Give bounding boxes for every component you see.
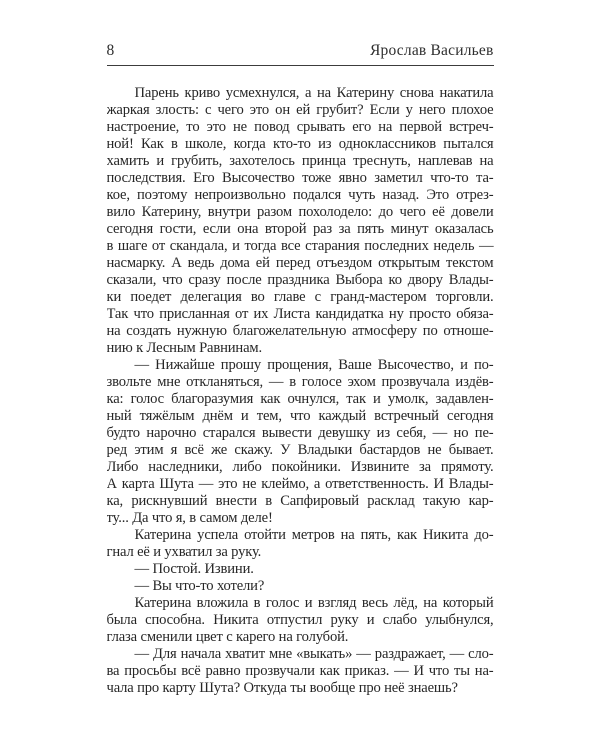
text-line: звольте мне откланяться, — в голосе эхом прозвучала издёв- [106, 374, 494, 390]
page-body [107, 0, 494, 697]
text-line: жаркая злость: с чего это он ей грубит? Если у него плохое [106, 102, 494, 118]
text-line: Либо наследники, либо покойники. Извините за прямоту. [106, 459, 494, 475]
page-number: 8 [106, 42, 115, 59]
text-block [107, 85, 494, 697]
running-head-author: Ярослав Васильев [369, 42, 494, 59]
text-line: ва просьбы всё равно прозвучали как приказ. — И что ты на- [106, 663, 494, 679]
text-line: насмарку. А ведь дома ей перед отъездом открытым текстом [106, 255, 494, 271]
text-line: была способна. Никита отпустил руку и слабо улыбнулся, [106, 612, 494, 628]
text-line: сегодня гости, если она второй раз за пять минут оказалась [106, 221, 494, 237]
text-line: сказали, что сразу после праздника Выбора ко двору Влады- [106, 272, 494, 288]
text-line: — Нижайше прошу прощения, Ваше Высочество, и по- [134, 357, 494, 373]
text-line: ки поедет делегация во главе с гранд-мастером торговли. [106, 289, 494, 305]
text-line: — Постой. Извини. [134, 561, 254, 577]
paragraph [107, 357, 494, 527]
text-line: ка: голос благоразумия как очнулся, так и умолк, задавлен- [106, 391, 494, 407]
paragraph [107, 646, 494, 697]
paragraph [107, 578, 494, 595]
paragraph [107, 561, 494, 578]
text-line: последствия. Его Высочество тоже явно заметил что-то та- [106, 170, 494, 186]
text-line: ный тяжёлым днём и тем, что каждый встречный сегодня [106, 408, 494, 424]
text-line: глаза сменили цвет с карего на голубой. [106, 629, 349, 645]
paragraph [107, 527, 494, 561]
text-line: в шаге от скандала, и тогда все старания последних недель — [106, 238, 494, 254]
text-line: будто нарочно старался вывести девушку из себя, — но пе- [106, 425, 494, 441]
text-line: вило Катерину, внутри разом похолодело: до чего её довели [106, 204, 494, 220]
text-line: ной! Как в школе, когда кто-то из одноклассников пытался [106, 136, 494, 152]
text-line: Парень криво усмехнулся, а на Катерину снова накатила [134, 85, 494, 101]
text-line: ка, рискнувший внести в Сапфировый расклад такую кар- [106, 493, 494, 509]
text-line: Так что присланная от их Листа кандидатка ну просто обяза- [106, 306, 494, 322]
text-line: настроение, то это не повод срывать его на первой встреч- [106, 119, 494, 135]
text-line: ред этим я всё же скажу. У Владыки бастардов не бывает. [106, 442, 494, 458]
page-header [107, 43, 494, 66]
text-line: кое, поэтому непроизвольно подался чуть назад. Это отрез- [106, 187, 494, 203]
text-line: чала про карту Шута? Откуда ты вообще про неё знаешь? [106, 680, 458, 696]
text-line: ту... Да что я, в самом деле! [106, 510, 273, 526]
text-line: А карта Шута — это не клеймо, а ответственность. И Влады- [106, 476, 494, 492]
text-line: хамить и грубить, захотелось принца треснуть, наплевав на [106, 153, 494, 169]
text-line: Катерина вложила в голос и взгляд весь лёд, на который [134, 595, 494, 611]
text-line: — Для начала хватит мне «выкать» — раздражает, — сло- [134, 646, 494, 662]
text-line: Катерина успела отойти метров на пять, как Никита до- [134, 527, 494, 543]
paragraph [107, 85, 494, 357]
text-line: гнал её и ухватил за руку. [106, 544, 262, 560]
paragraph [107, 595, 494, 646]
text-line: на создать нужную благожелательную атмосферу по отноше- [106, 323, 494, 339]
text-line: нию к Лесным Равнинам. [106, 340, 262, 356]
text-line: — Вы что-то хотели? [134, 578, 265, 594]
